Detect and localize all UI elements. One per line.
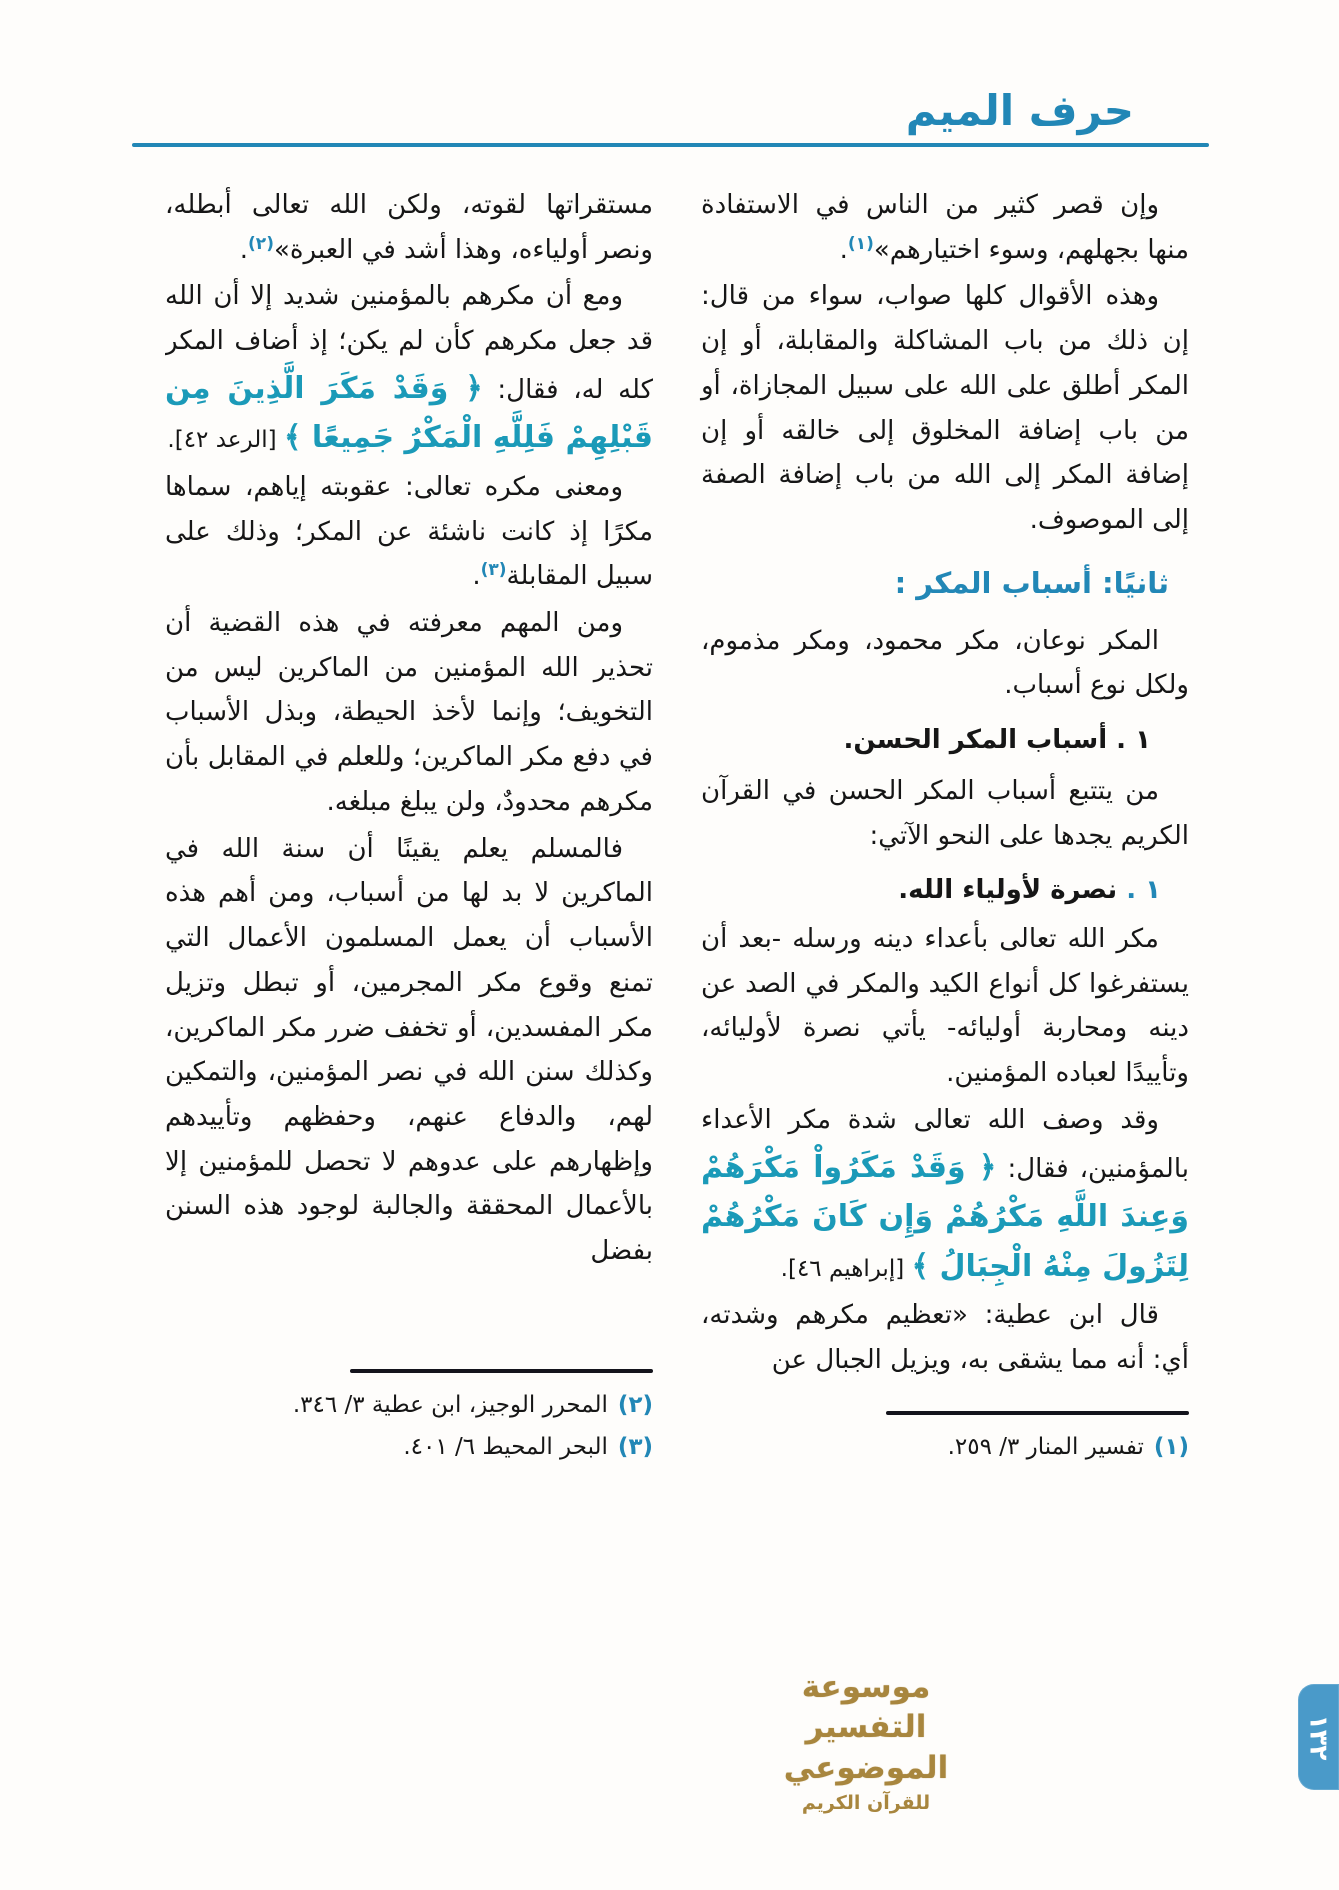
paragraph-text: .: [472, 561, 481, 592]
page-number-tab: [1298, 1684, 1339, 1790]
paragraph-text: مستقراتها لقوته، ولكن الله تعالى أبطله، ونصر أولياءه، وهذا أشد في العبرة»: [165, 190, 653, 265]
subheading-asbab-hasan: ١ . أسباب المكر الحسن.: [843, 725, 1151, 756]
section-heading-asbab-almakr: ثانيًا: أسباب المكر :: [894, 565, 1169, 600]
footnote: [165, 1427, 653, 1468]
paragraph: من يتتبع أسباب المكر الحسن في القرآن الكريم يجدها على النحو الآتي:: [701, 775, 1189, 851]
quran-verse-raad-42: ﴿ وَقَدْ مَكَرَ الَّذِينَ مِن قَبْلِهِمْ فَلِلَّهِ الْمَكْرُ جَمِيعًا ﴾: [165, 370, 653, 456]
logo-subtitle: للقرآن الكريم: [801, 1792, 931, 1814]
paragraph-with-quran: [701, 1098, 1189, 1291]
footnote-number: (٢): [617, 1392, 653, 1419]
header-rule: [132, 143, 1209, 147]
paragraph-with-quran: [165, 274, 653, 462]
quran-verse-ibrahim-46: ﴿ وَقَدْ مَكَرُواْ مَكْرَهُمْ وَعِندَ اللَّهِ مَكْرُهُمْ وَإِن كَانَ مَكْرُهُمْ لِتَزُولَ مِنْهُ الْجِبَالُ ﴾: [701, 1149, 1189, 1284]
paragraph-text: .: [839, 234, 848, 265]
paragraph: المكر نوعان، مكر محمود، ومكر مذموم، ولكل نوع أسباب.: [701, 625, 1189, 701]
footnote-text: المحرر الوجيز، ابن عطية ٣/ ٣٤٦.: [292, 1392, 608, 1419]
publisher-logo: [741, 1667, 991, 1814]
footnote-marker: (٣): [480, 560, 507, 581]
paragraph: قال ابن عطية: «تعظيم مكرهم وشدته، أي: أنه مما يشقى به، ويزيل الجبال عن: [701, 1300, 1189, 1375]
page-number: ١٣٢: [1304, 1714, 1333, 1760]
footnote: [701, 1427, 1189, 1468]
heading-text: نصرة لأولياء الله.: [898, 875, 1118, 906]
subheading-nusra: [701, 868, 1189, 913]
logo-title: موسوعة التفسير الموضوعي: [783, 1669, 949, 1786]
footnotes-right: [701, 1405, 1189, 1468]
paragraph-text: وقد وصف الله تعالى شدة مكر الأعداء بالمؤمنين، فقال:: [701, 1104, 1189, 1184]
footnote-text: البحر المحيط ٦/ ٤٠١.: [403, 1433, 608, 1460]
page-header: [0, 0, 1339, 147]
paragraph: [165, 465, 653, 599]
footnote: [165, 1385, 653, 1426]
paragraph: فالمسلم يعلم يقينًا أن سنة الله في الماكرين لا بد لها من أسباب، ومن أهم هذه الأسباب أن يعمل المسلمون الأعمال التي تمنع وقوع مكر المجرمين، أو تبطل وتزيل مكر المفسدين، أو تخفف ضرر مكر الماكرين، وكذلك سنن الله في نصر المؤمنين، والتمكين لهم، والدفاع عنهم، وحفظهم وتأييدهم وإظهارهم على عدوهم لا تحصل للمؤمنين إلا بالأعمال المحققة والجالبة لوجود هذه السنن بفضل: [165, 833, 653, 1267]
footnotes-left: [165, 1363, 653, 1468]
footnote-separator: [350, 1369, 653, 1373]
footnote-marker: (٢): [248, 233, 274, 254]
paragraph-text: وإن قصر كثير من الناس في الاستفادة منها بجهلهم، وسوء اختيارهم»: [701, 190, 1189, 265]
page-body: [165, 183, 1189, 1468]
right-column: [701, 183, 1189, 1468]
paragraph-text: ومع أن مكرهم بالمؤمنين شديد إلا أن الله قد جعل مكرهم كأن لم يكن؛ إذ أضاف المكر كله له، فقال:: [165, 281, 653, 405]
paragraph: وهذه الأقوال كلها صواب، سواء من قال: إن ذلك من باب المشاكلة والمقابلة، أو إن المكر أطلق على الله على سبيل المجازاة، أو من باب إضافة المخلوق إلى خالقه أو إن إضافة المكر إلى الله من باب إضافة الصفة إلى الموصوف.: [701, 281, 1189, 536]
paragraph-text: .: [239, 234, 249, 265]
footnote-number: (١): [1153, 1433, 1189, 1460]
heading-number: ١ .: [1126, 875, 1161, 906]
footnote-number: (٣): [617, 1433, 653, 1460]
chapter-title: حرف الميم: [905, 86, 1134, 135]
paragraph: ومن المهم معرفته في هذه القضية أن تحذير الله المؤمنين من الماكرين ليس من التخويف؛ وإنما لأخذ الحيطة، وبذل الأسباب في دفع مكر الماكرين؛ وللعلم في المقابل بأن مكرهم محدودٌ، ولن يبلغ مبلغه.: [165, 608, 653, 817]
ayah-reference: [إبراهيم ٤٦].: [780, 1255, 912, 1282]
paragraph: [701, 183, 1189, 272]
left-column: [165, 183, 653, 1468]
paragraph: مكر الله تعالى بأعداء دينه ورسله -بعد أن يستفرغوا كل أنواع الكيد والمكر في الصد عن دينه ومحاربة أوليائه- يأتي نصرة لأوليائه، وتأييدًا لعباده المؤمنين.: [701, 923, 1189, 1089]
footnote-marker: (١): [847, 233, 874, 254]
footnote-text: تفسير المنار ٣/ ٢٥٩.: [947, 1433, 1144, 1460]
ayah-reference: [الرعد ٤٢].: [167, 427, 284, 454]
footnote-separator: [886, 1411, 1189, 1415]
paragraph-text: ومعنى مكره تعالى: عقوبته إياهم، سماها مكرًا إذ كانت ناشئة عن المكر؛ وذلك على سبيل المقابلة: [165, 471, 653, 592]
paragraph: [165, 183, 653, 272]
